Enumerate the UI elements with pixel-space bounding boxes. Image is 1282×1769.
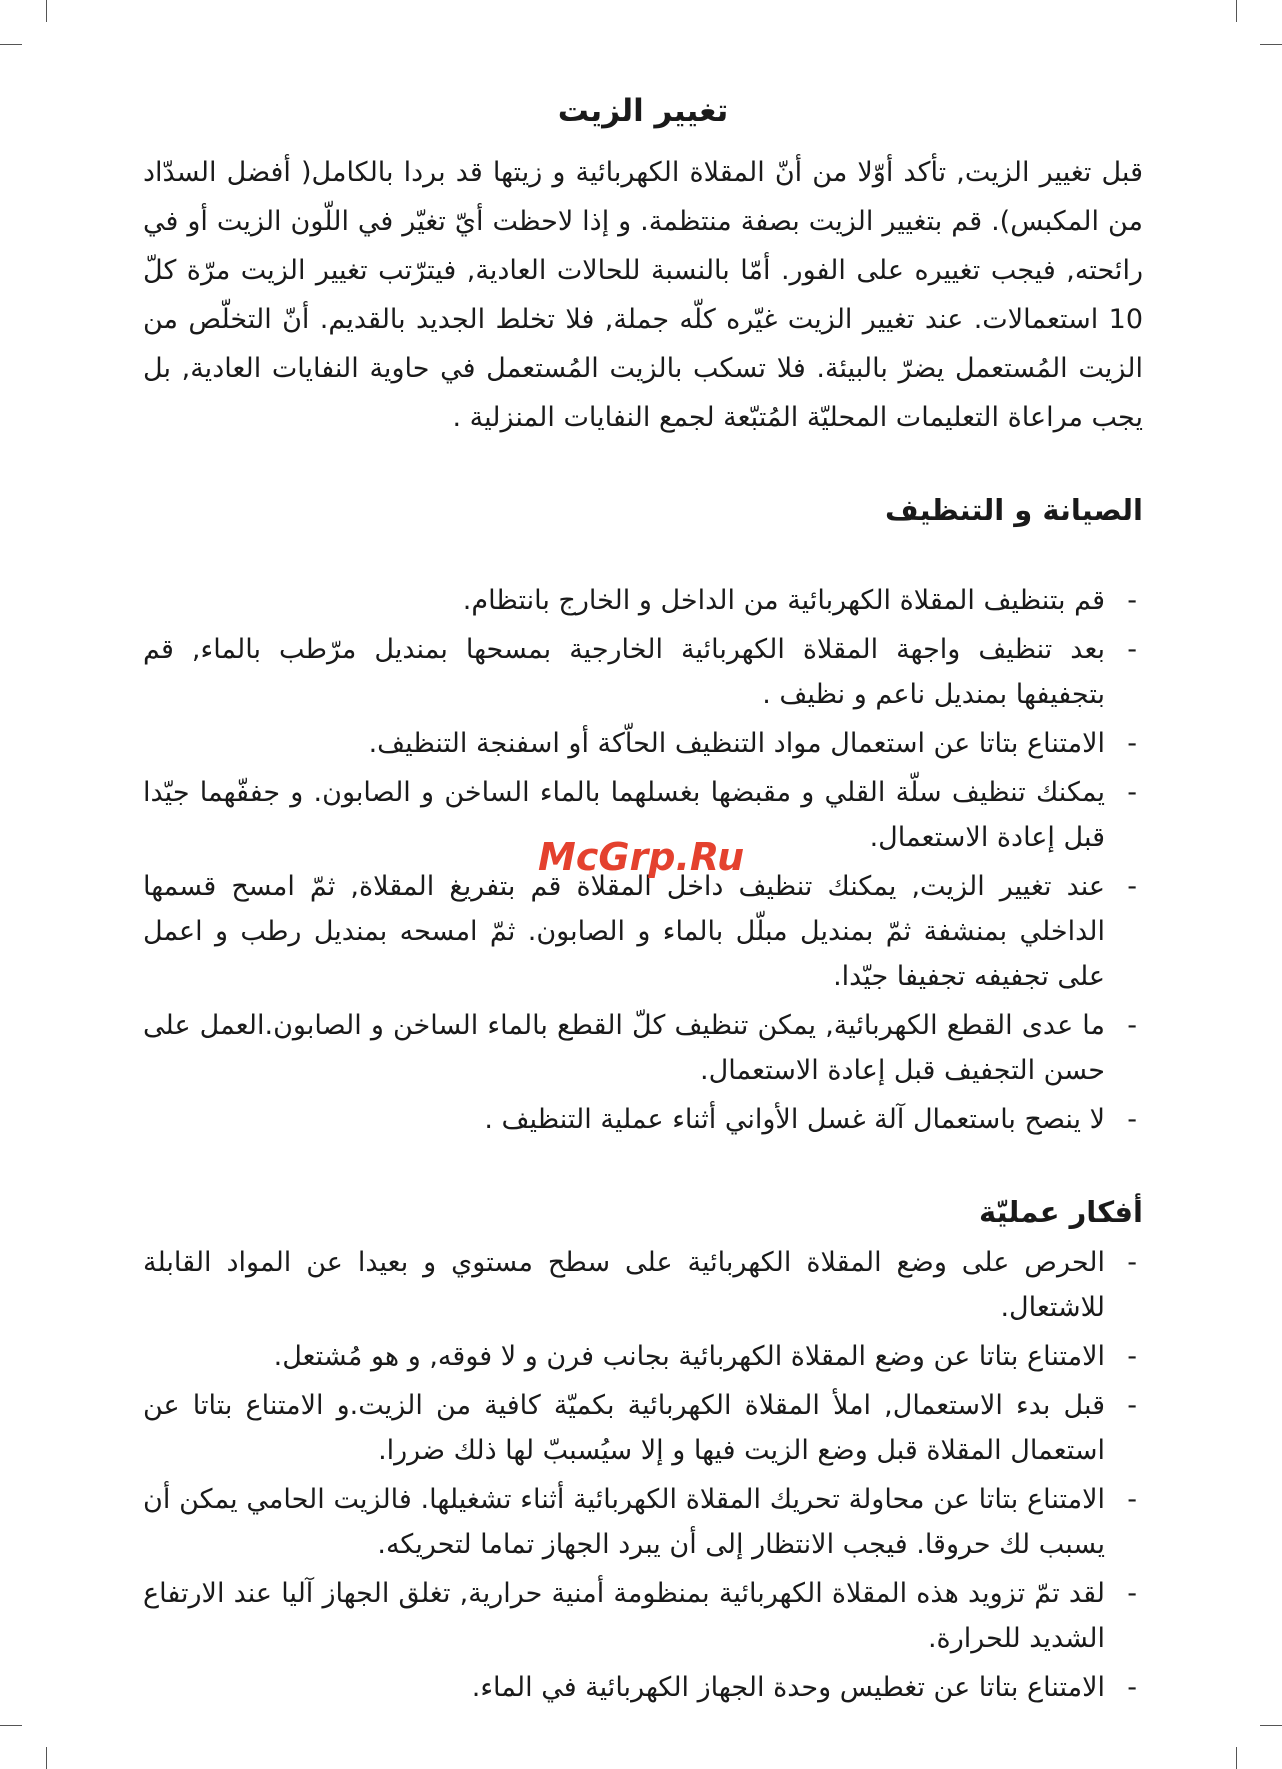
list-item-text: يمكنك تنظيف سلّة القلي و مقبضها بغسلهما بالماء الساخن و الصابون. و جففّهما جيّدا قبل إعادة الاستعمال. (143, 777, 1105, 853)
list-item (143, 1240, 1143, 1330)
crop-mark-bottom-left-v (46, 1747, 47, 1769)
bullet-dash: - (1127, 1578, 1137, 1609)
bullet-dash: - (1127, 1341, 1137, 1372)
bullet-dash: - (1127, 871, 1137, 902)
list-item-text: لا ينصح باستعمال آلة غسل الأواني أثناء عملية التنظيف . (484, 1104, 1105, 1135)
list-item-text: الامتناع بتاتا عن محاولة تحريك المقلاة الكهربائية أثناء تشغيلها. فالزيت الحامي يمكن أن يسبب لك حروقا. فيجب الانتظار إلى أن يبرد الجهاز تماما لتحريكه. (143, 1484, 1105, 1560)
bullet-dash: - (1127, 728, 1137, 759)
bullet-dash: - (1127, 1104, 1137, 1135)
list-item (143, 1665, 1143, 1710)
list-item-text: قم بتنظيف المقلاة الكهربائية من الداخل و الخارج بانتظام. (462, 585, 1105, 616)
maintenance-heading: الصيانة و التنظيف (885, 493, 1143, 527)
list-item-text: لقد تمّ تزويد هذه المقلاة الكهربائية بمنظومة أمنية حرارية, تغلق الجهاز آليا عند الارتفاع الشديد للحرارة. (143, 1578, 1105, 1654)
list-item-text: الحرص على وضع المقلاة الكهربائية على سطح مستوي و بعيدا عن المواد القابلة للاشتعال. (143, 1247, 1105, 1323)
list-item-text: بعد تنظيف واجهة المقلاة الكهربائية الخارجية بمسحها بمنديل مرّطب بالماء, قم بتجفيفها بمنديل ناعم و نظيف . (143, 634, 1105, 710)
oil-change-paragraph: قبل تغيير الزيت, تأكد أوّلا من أنّ المقلاة الكهربائية و زيتها قد بردا بالكامل( أفضل السدّاد من المكبس). قم بتغيير الزيت بصفة منتظمة. و إذا لاحظت أيّ تغيّر في اللّون الزيت أو في رائحته, فيجب تغييره على الفور. أمّا بالنسبة للحالات العادية, فيترّتب تغيير الزيت مرّة كلّ 10 استعمالات. عند تغيير الزيت غيّره كلّه جملة, فلا تخلط الجديد بالقديم. أنّ التخلّص من الزيت المُستعمل يضرّ بالبيئة. فلا تسكب بالزيت المُستعمل في حاوية النفايات العادية, بل يجب مراعاة التعليمات المحليّة المُتبّعة لجمع النفايات المنزلية . (143, 157, 1143, 433)
list-item (143, 578, 1143, 623)
bullet-dash: - (1127, 1010, 1137, 1041)
bullet-dash: - (1127, 585, 1137, 616)
list-item-text: الامتناع بتاتا عن تغطيس وحدة الجهاز الكهربائية في الماء. (471, 1672, 1105, 1703)
crop-mark-top-left-v (46, 0, 47, 22)
list-item (143, 1477, 1143, 1567)
list-item (143, 864, 1143, 999)
bullet-dash: - (1127, 1247, 1137, 1278)
tips-heading: أفكار عمليّة (979, 1195, 1143, 1229)
crop-mark-bottom-right-h (1260, 1725, 1282, 1726)
bullet-dash: - (1127, 1484, 1137, 1515)
list-item-text: قبل بدء الاستعمال, املأ المقلاة الكهربائية بكميّة كافية من الزيت.و الامتناع بتاتا عن استعمال المقلاة قبل وضع الزيت فيها و إلا سيُسببّ لها ذلك ضررا. (143, 1390, 1105, 1466)
list-item-text: ما عدى القطع الكهربائية, يمكن تنظيف كلّ القطع بالماء الساخن و الصابون.العمل على حسن التجفيف قبل إعادة الاستعمال. (143, 1010, 1105, 1086)
bullet-dash: - (1127, 1390, 1137, 1421)
list-item (143, 1383, 1143, 1473)
list-item (143, 1003, 1143, 1093)
bullet-dash: - (1127, 777, 1137, 808)
crop-mark-top-right-h (1260, 44, 1282, 45)
list-item (143, 1571, 1143, 1661)
crop-mark-top-right-v (1236, 0, 1237, 22)
list-item (143, 1334, 1143, 1379)
list-item-text: الامتناع بتاتا عن استعمال مواد التنظيف الحاّكة أو اسفنجة التنظيف. (368, 728, 1105, 759)
watermark-logo[interactable]: McGrp.Ru (538, 835, 745, 879)
list-item (143, 627, 1143, 717)
list-item (143, 1097, 1143, 1142)
crop-mark-bottom-right-v (1236, 1747, 1237, 1769)
list-item-text: عند تغيير الزيت, يمكنك تنظيف داخل المقلاة قم بتفريغ المقلاة, ثمّ امسح قسمها الداخلي بمنشفة ثمّ بمنديل مبلّل بالماء و الصابون. ثمّ امسحه بمنديل رطب و اعمل على تجفيفه تجفيفا جيّدا. (143, 871, 1105, 992)
bullet-dash: - (1127, 634, 1137, 665)
list-item (143, 721, 1143, 766)
page-title: تغيير الزيت (557, 93, 729, 129)
tips-list (143, 1240, 1143, 1710)
crop-mark-top-left-h (0, 44, 22, 45)
bullet-dash: - (1127, 1672, 1137, 1703)
list-item-text: الامتناع بتاتا عن وضع المقلاة الكهربائية بجانب فرن و لا فوقه, و هو مُشتعل. (273, 1341, 1105, 1372)
crop-mark-bottom-left-h (0, 1725, 22, 1726)
